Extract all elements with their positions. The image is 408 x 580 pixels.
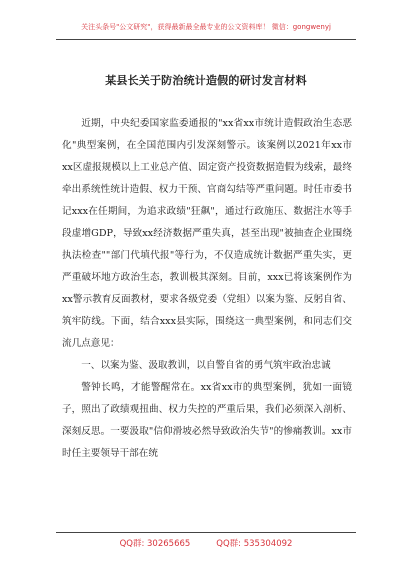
body-paragraph: 警钟长鸣，才能警醒常在。xx省xx市的典型案例，犹如一面镜子，照出了政绩观扭曲、权力失控的严重后果，我们必须深入剖析、深刻反思。一要汲取"信仰滑坡必然导致政治失节"的惨痛教训。xx市时任主要领导干部在统 [62,382,352,459]
header-divider [56,39,356,40]
document-body [62,113,352,465]
intro-paragraph: 近期，中央纪委国家监委通报的"xx省xx市统计造假政治生态恶化"典型案例，在全国范围内引发深刻警示。该案例以2021年xx市xx区虚报规模以上工业总产值、固定资产投资数据造假为线索，最终牵出系统性统计造假、权力干预、官商勾结等严重问题。时任市委书记xxx在任期间，为追求政绩"狂飙"，通过行政施压、数据注水等手段虚增GDP，导致xx经济数据严重失真，甚至出现"被抽查企业围绕执法检查""部门代填代报"等行为，不仅造成统计数据严重失实，更严重破坏地方政治生态，教训极其深刻。目前，xxx已将该案例作为xx警示教育反面教材，要求各级党委（党组）以案为鉴、反躬自省、筑牢防线。下面，结合xxx县实际，围绕这一典型案例，和同志们交流几点意见： [62,118,352,349]
footer-divider [56,532,356,533]
header-banner: 关注头条号"公文研究"，获得最新最全最专业的公文资料库！ 微信：gongwenyj [81,23,331,31]
document-title: 某县长关于防治统计造假的研讨发言材料 [105,74,307,87]
footer-qq-group-2: QQ群: 535304092 [216,539,293,549]
section-heading: 一、以案为鉴、汲取教训，以自警自省的勇气筑牢政治忠诚 [81,360,331,371]
footer-qq-group-1: QQ群: 30265665 [119,539,191,549]
footer [56,537,356,549]
